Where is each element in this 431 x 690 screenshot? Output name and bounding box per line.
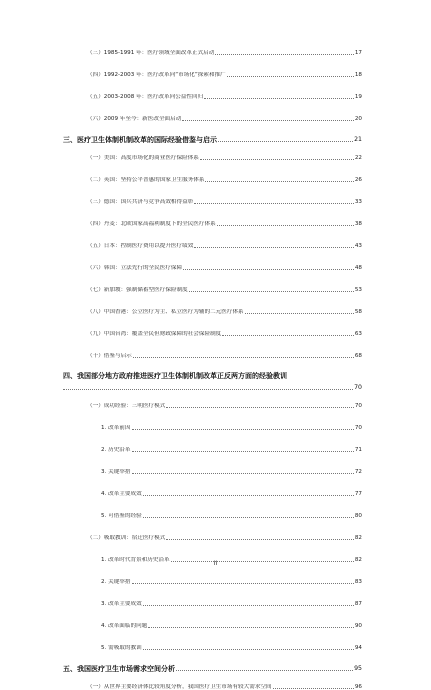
toc-entry-label: （三）1985-1991 年：医疗领域全面改革正式启动	[87, 50, 215, 56]
dot-leader	[132, 583, 354, 584]
toc-entry[interactable]	[75, 94, 362, 100]
toc-entry-page: 68	[354, 353, 362, 359]
dot-leader	[218, 141, 353, 142]
toc-entry-label: （四）1992-2003 年：医疗改革向“市场化”探索和推广	[87, 72, 226, 78]
dot-leader	[227, 76, 354, 77]
toc-entry-label: （九）中国台湾：覆盖全民但财政保障的社会保险制度	[87, 331, 222, 337]
toc-entry-page: 70	[354, 384, 362, 391]
dot-leader	[143, 495, 354, 496]
toc-entry-label: 1. 改革时代背景和历史沿革	[101, 557, 170, 563]
dot-leader	[63, 389, 353, 390]
toc-entry[interactable]	[75, 287, 362, 293]
toc-entry-label: 1. 改革前因	[101, 425, 131, 431]
toc-entry-page: 26	[354, 177, 362, 183]
dot-leader	[132, 451, 354, 452]
dot-leader	[148, 627, 354, 628]
toc-entry[interactable]	[75, 403, 362, 409]
dot-leader	[222, 335, 354, 336]
toc-entry[interactable]	[75, 50, 362, 56]
toc-entry-label: 3. 关键举措	[101, 469, 131, 475]
toc-entry-label: （八）中国香港：公立医疗为主、私立医疗为辅的二元医疗体系	[87, 309, 244, 315]
toc-entry-page: 58	[354, 309, 362, 315]
toc-entry-label: 2. 历史沿革	[101, 447, 131, 453]
toc-entry-page: 87	[354, 601, 362, 607]
toc-entry-label: （四）丹麦：北欧国家高福利制度下的全民医疗体系	[87, 221, 216, 227]
dot-leader	[133, 357, 354, 358]
toc-entry[interactable]	[75, 116, 362, 122]
toc-entry-page: 48	[354, 265, 362, 271]
toc-entry-page: 95	[354, 665, 362, 672]
dot-leader	[205, 181, 353, 182]
toc-entry-page: 94	[354, 645, 362, 651]
toc-entry[interactable]	[75, 199, 362, 205]
toc-entry-page: 83	[354, 579, 362, 585]
toc-entry-label: 5. 可借鉴的经验	[101, 513, 142, 519]
toc-entry-label: （三）德国：国兵共济与竞争高效相得益彰	[87, 199, 194, 205]
toc-entry-page: 43	[354, 243, 362, 249]
dot-leader	[143, 517, 354, 518]
toc-entry-page: 38	[354, 221, 362, 227]
toc-entry-label: （六）2009 年至今：新医改全面启动	[87, 116, 182, 122]
toc-entry-label: 3. 改革主要成效	[101, 601, 142, 607]
toc-entry-label: （十）借鉴与启示	[87, 353, 132, 359]
toc-entry-page: 70	[354, 425, 362, 431]
dot-leader	[204, 98, 354, 99]
table-of-contents	[63, 50, 362, 690]
toc-chapter[interactable]	[63, 135, 362, 143]
toc-entry-page: 22	[354, 155, 362, 161]
toc-chapter-label: 四、我国部分地方政府推进医疗卫生体制机制改革正反两方面的经验教训	[63, 372, 287, 380]
toc-entry-label: 4. 改革主要成效	[101, 491, 142, 497]
toc-entry-page: 71	[354, 447, 362, 453]
toc-entry-page: 82	[354, 557, 362, 563]
toc-entry-page: 33	[354, 199, 362, 205]
toc-entry-page: 19	[354, 94, 362, 100]
dot-leader	[200, 159, 354, 160]
toc-entry-label: 4. 改革面临的问题	[101, 623, 148, 629]
toc-entry-label: （一）从世界主要经济体比较角度分析，我国医疗卫生市场有较大需求空间	[87, 684, 272, 690]
toc-entry-page: 63	[354, 331, 362, 337]
dot-leader	[166, 407, 354, 408]
toc-entry[interactable]	[75, 601, 362, 607]
toc-entry-label: （二）吸取教训：宿迁医疗模式	[87, 535, 166, 541]
toc-entry-label: 5. 需吸取的教训	[101, 645, 142, 651]
toc-entry[interactable]	[75, 535, 362, 541]
dot-leader	[215, 54, 354, 55]
dot-leader	[182, 120, 354, 121]
toc-chapter-label: 五、我国医疗卫生市场需求空间分析	[63, 665, 175, 672]
toc-entry-page: 18	[354, 72, 362, 78]
toc-chapter-continuation	[63, 385, 362, 391]
page-number: II	[213, 560, 218, 567]
toc-entry[interactable]	[75, 353, 362, 359]
dot-leader	[194, 203, 354, 204]
toc-entry-label: （五）日本：控制医疗费用以提升医疗绩效	[87, 243, 194, 249]
toc-entry-label: （一）成功经验：三明医疗模式	[87, 403, 166, 409]
toc-entry-label: 2. 关键举措	[101, 579, 131, 585]
dot-leader	[245, 313, 354, 314]
toc-chapter[interactable]	[63, 372, 362, 391]
toc-entry-page: 96	[354, 684, 362, 690]
toc-entry-page: 90	[354, 623, 362, 629]
dot-leader	[189, 291, 354, 292]
toc-entry[interactable]	[75, 469, 362, 475]
toc-entry[interactable]	[75, 309, 362, 315]
toc-entry[interactable]	[75, 684, 362, 690]
toc-entry-page: 53	[354, 287, 362, 293]
toc-entry-page: 82	[354, 535, 362, 541]
toc-entry[interactable]	[75, 425, 362, 431]
dot-leader	[132, 429, 354, 430]
dot-leader	[143, 649, 354, 650]
dot-leader	[176, 670, 353, 671]
dot-leader	[217, 225, 354, 226]
toc-entry[interactable]	[75, 221, 362, 227]
dot-leader	[166, 539, 354, 540]
toc-entry[interactable]	[75, 177, 362, 183]
toc-entry-page: 80	[354, 513, 362, 519]
toc-entry-label: （六）韩国：立法先行的全民医疗保障	[87, 265, 183, 271]
toc-entry-label: （七）新加坡：强制储蓄型医疗保险制度	[87, 287, 188, 293]
dot-leader	[132, 473, 354, 474]
toc-entry[interactable]	[75, 645, 362, 651]
toc-entry[interactable]	[75, 331, 362, 337]
toc-chapter-label: 三、医疗卫生体制机制改革的国际经验借鉴与启示	[63, 136, 217, 143]
toc-entry-page: 20	[354, 116, 362, 122]
toc-entry[interactable]	[75, 243, 362, 249]
toc-entry[interactable]	[75, 579, 362, 585]
toc-chapter[interactable]	[63, 664, 362, 672]
toc-entry-label: （二）英国：坚持公平普惠的国家卫生服务体系	[87, 177, 205, 183]
toc-entry-label: （一）美国：高度市场化的商业医疗保险体系	[87, 155, 199, 161]
toc-entry[interactable]	[75, 513, 362, 519]
toc-entry[interactable]	[75, 623, 362, 629]
toc-entry-page: 72	[354, 469, 362, 475]
toc-entry[interactable]	[75, 72, 362, 78]
toc-entry-page: 70	[354, 403, 362, 409]
toc-entry-page: 77	[354, 491, 362, 497]
toc-entry-page: 21	[354, 136, 362, 143]
toc-entry-page: 17	[354, 50, 362, 56]
dot-leader	[273, 688, 354, 689]
toc-entry[interactable]	[75, 155, 362, 161]
dot-leader	[183, 269, 354, 270]
dot-leader	[194, 247, 354, 248]
toc-entry[interactable]	[75, 491, 362, 497]
toc-entry-label: （五）2003-2008 年：医疗改革向公益性回归	[87, 94, 204, 100]
toc-entry[interactable]	[75, 265, 362, 271]
toc-entry[interactable]	[75, 447, 362, 453]
